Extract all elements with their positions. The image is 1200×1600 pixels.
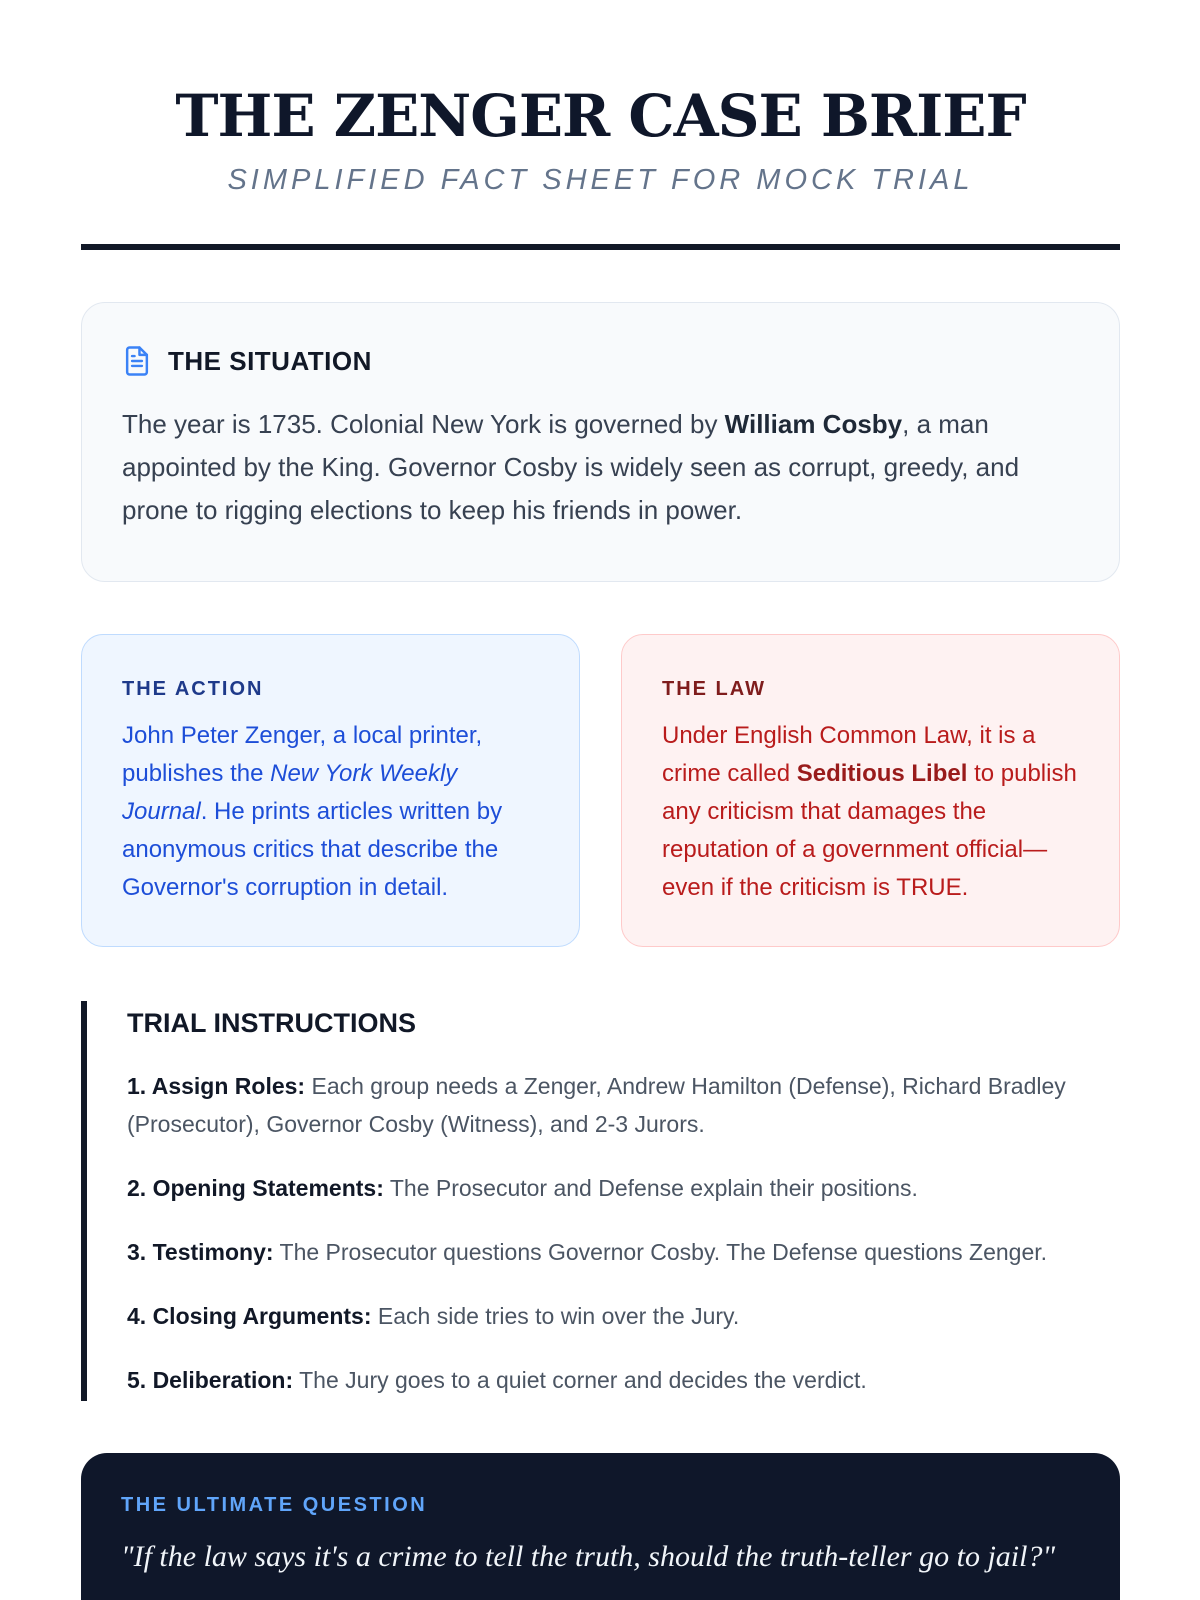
header	[81, 0, 1120, 200]
ultimate-question-box	[81, 1453, 1120, 1600]
situation-card	[81, 302, 1120, 582]
law-term: Seditious Libel	[796, 760, 968, 787]
page-subtitle: SIMPLIFIED FACT SHEET FOR MOCK TRIAL	[227, 164, 974, 196]
question-heading: THE ULTIMATE QUESTION	[121, 1494, 428, 1516]
document-icon	[122, 345, 152, 377]
list-item: 1. Assign Roles: Each group needs a Zenger, Andrew Hamilton (Defense), Richard Bradley (Prosecutor), Governor Cosby (Witness), and 2-3 Jurors.	[127, 1073, 1066, 1137]
governor-name: William Cosby	[724, 409, 903, 439]
facts-row	[81, 634, 1120, 947]
action-heading: THE ACTION	[122, 678, 264, 700]
law-card	[621, 634, 1120, 947]
question-text: "If the law says it's a crime to tell the truth, should the truth-teller go to jail?"	[121, 1540, 1056, 1573]
instructions-list	[127, 1067, 1120, 1399]
instructions-heading: TRIAL INSTRUCTIONS	[127, 1008, 416, 1038]
list-item: 3. Testimony: The Prosecutor questions Governor Cosby. The Defense questions Zenger.	[127, 1239, 1048, 1265]
action-card	[81, 634, 580, 947]
action-text: John Peter Zenger, a local printer, publishes the New York Weekly Journal. He prints articles written by anonymous critics that describe the Governor's corruption in detail.	[122, 722, 503, 901]
law-text: Under English Common Law, it is a crime called Seditious Libel to publish any criticism that damages the reputation of a government official—even if the criticism is TRUE.	[662, 722, 1077, 901]
situation-text: The year is 1735. Colonial New York is governed by William Cosby, a man appointed by the King. Governor Cosby is widely seen as corrupt, greedy, and prone to rigging elections to keep his friends in power.	[122, 409, 1020, 525]
law-heading: THE LAW	[662, 678, 766, 700]
situation-heading: THE SITUATION	[168, 345, 372, 376]
situation-header	[122, 345, 1079, 377]
trial-instructions	[81, 1001, 1120, 1401]
list-item: 5. Deliberation: The Jury goes to a quiet corner and decides the verdict.	[127, 1367, 867, 1393]
newspaper-title: New York Weekly Journal	[122, 760, 458, 825]
page-title: THE ZENGER CASE BRIEF	[175, 82, 1026, 150]
list-item: 4. Closing Arguments: Each side tries to win over the Jury.	[127, 1303, 740, 1329]
list-item: 2. Opening Statements: The Prosecutor and Defense explain their positions.	[127, 1175, 918, 1201]
header-divider	[81, 244, 1120, 250]
page	[81, 0, 1120, 1600]
